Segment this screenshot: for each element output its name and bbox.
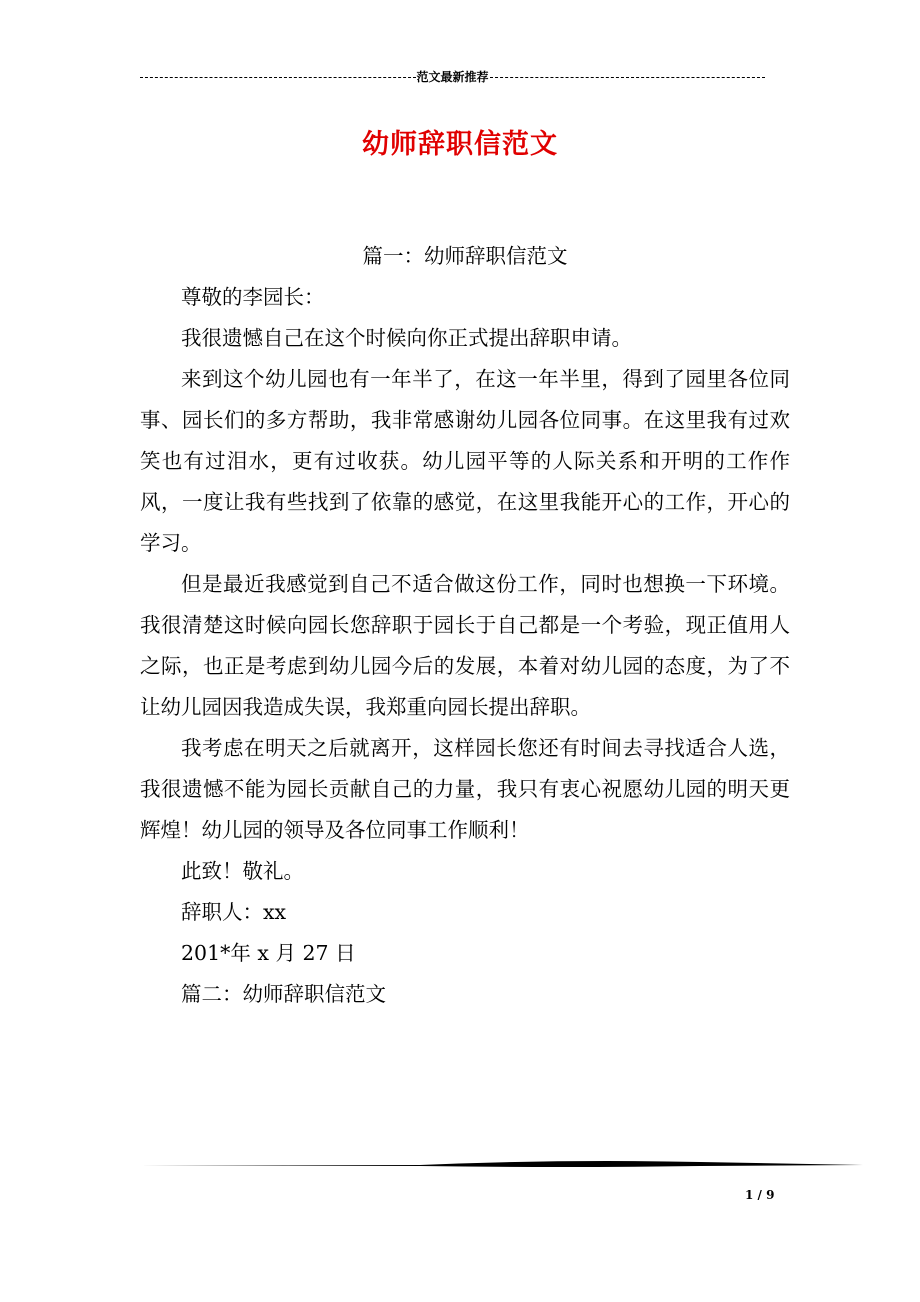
page-header-banner xyxy=(140,70,765,84)
body-paragraph: 来到这个幼儿园也有一年半了，在这一年半里，得到了园里各位同事、园长们的多方帮助，我非常感谢幼儿园各位同事。在这里我有过欢笑也有过泪水，更有过收获。幼儿园平等的人际关系和开明的工作作风，一度让我有些找到了依靠的感觉，在这里我能开心的工作，开心的学习。 xyxy=(140,367,790,555)
document-title: 幼师辞职信范文 xyxy=(362,129,558,160)
body-paragraph: 我很遗憾自己在这个时候向你正式提出辞职申请。 xyxy=(181,326,632,350)
header-dashes-left xyxy=(140,77,416,78)
body-paragraph: 但是最近我感觉到自己不适合做这份工作，同时也想换一下环境。我很清楚这时候向园长您辞职于园长于自己都是一个考验，现正值用人之际，也正是考虑到幼儿园今后的发展，本着对幼儿园的态度，为了不让幼儿园因我造成失误，我郑重向园长提出辞职。 xyxy=(140,572,790,719)
closing: 此致！敬礼。 xyxy=(181,859,304,883)
header-dashes-right xyxy=(490,77,766,78)
signature: 辞职人：xx xyxy=(181,900,287,924)
section-heading-2: 篇二：幼师辞职信范文 xyxy=(181,982,386,1006)
body-paragraph: 我考虑在明天之后就离开，这样园长您还有时间去寻找适合人选，我很遗憾不能为园长贡献自己的力量，我只有衷心祝愿幼儿园的明天更辉煌！幼儿园的领导及各位同事工作顺利！ xyxy=(140,736,790,842)
header-banner-text: 范文最新推荐 xyxy=(416,70,489,84)
footer-rule xyxy=(140,1150,863,1170)
section-heading: 篇一：幼师辞职信范文 xyxy=(362,244,568,268)
page-number: 1 / 9 xyxy=(745,1188,775,1202)
date-line: 201*年 x 月 27 日 xyxy=(181,941,356,965)
salutation: 尊敬的李园长： xyxy=(181,285,325,309)
document-body xyxy=(140,236,790,1015)
